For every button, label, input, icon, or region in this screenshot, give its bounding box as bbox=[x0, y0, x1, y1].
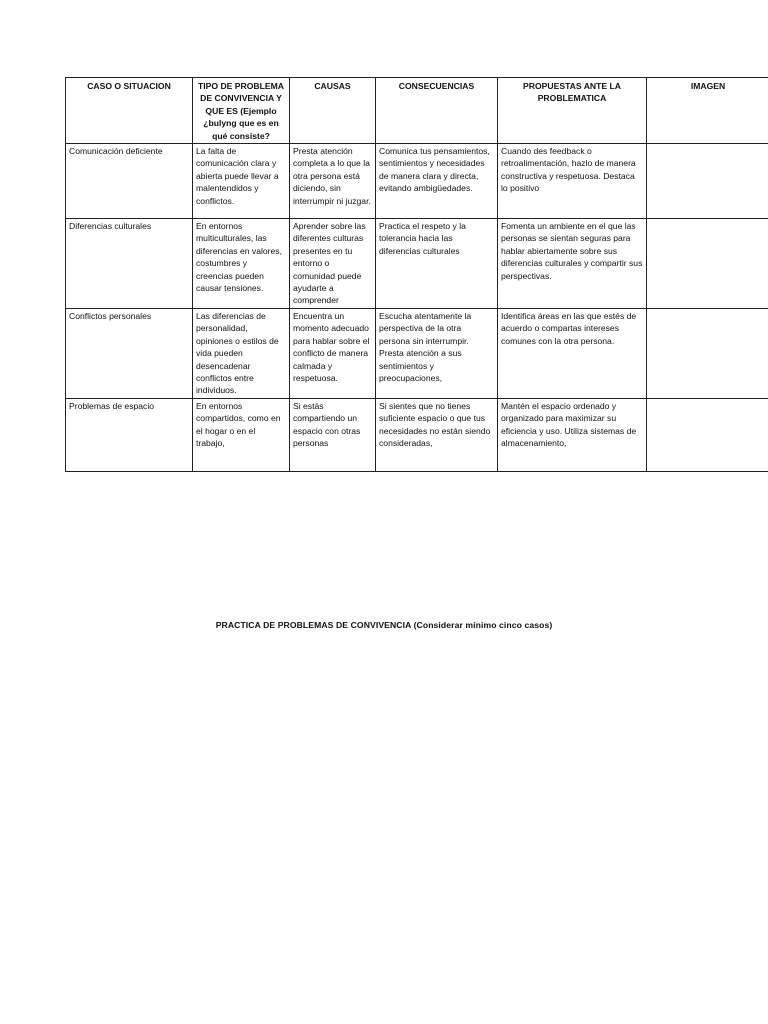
cell-propuestas: Mantén el espacio ordenado y organizado para maximizar su eficiencia y uso. Utiliza sistemas de almacenamiento, bbox=[498, 398, 647, 471]
table-row bbox=[66, 144, 768, 219]
table-row bbox=[66, 398, 768, 471]
cell-propuestas: Identifica áreas en las que estés de acuerdo o compartas intereses comunes con la otra persona. bbox=[498, 308, 647, 398]
header-propuestas: PROPUESTAS ANTE LA PROBLEMATICA bbox=[498, 78, 647, 144]
cell-caso: Conflictos personales bbox=[66, 308, 193, 398]
header-tipo: TIPO DE PROBLEMA DE CONVIVENCIA Y QUE ES (Ejemplo ¿bulyng que es en qué consiste? bbox=[193, 78, 290, 144]
convivencia-table bbox=[65, 77, 768, 472]
cell-tipo: La falta de comunicación clara y abierta puede llevar a malentendidos y conflictos. bbox=[193, 144, 290, 219]
document-title: PRACTICA DE PROBLEMAS DE CONVIVENCIA (Considerar mínimo cinco casos) bbox=[215, 620, 553, 630]
cell-causas: Presta atención completa a lo que la otra persona está diciendo, sin interrumpir ni juzgar. bbox=[290, 144, 376, 219]
cell-propuestas: Cuando des feedback o retroalimentación, hazlo de manera constructiva y respetuosa. Destaca lo positivo bbox=[498, 144, 647, 219]
table-header bbox=[66, 78, 768, 144]
cell-imagen bbox=[647, 219, 768, 309]
table-body bbox=[66, 144, 768, 472]
table-row bbox=[66, 308, 768, 398]
cell-caso: Diferencias culturales bbox=[66, 219, 193, 309]
cell-tipo: En entornos multiculturales, las diferencias en valores, costumbres y creencias pueden causar tensiones. bbox=[193, 219, 290, 309]
cell-propuestas: Fomenta un ambiente en el que las personas se sientan seguras para hablar abiertamente sobre sus diferencias culturales y compartir sus perspectivas. bbox=[498, 219, 647, 309]
cell-imagen bbox=[647, 144, 768, 219]
cell-consecuencias: Escucha atentamente la perspectiva de la otra persona sin interrumpir. Presta atención a sus sentimientos y preocupaciones, bbox=[376, 308, 498, 398]
table-row bbox=[66, 219, 768, 309]
cell-consecuencias: Si sientes que no tienes suficiente espacio o que tus necesidades no están siendo consideradas, bbox=[376, 398, 498, 471]
cell-imagen bbox=[647, 308, 768, 398]
cell-causas: Aprender sobre las diferentes culturas presentes en tu entorno o comunidad puede ayudarte a comprender bbox=[290, 219, 376, 309]
header-caso: CASO O SITUACION bbox=[66, 78, 193, 144]
cell-consecuencias: Comunica tus pensamientos, sentimientos y necesidades de manera clara y directa, evitando ambigüedades. bbox=[376, 144, 498, 219]
cell-caso: Problemas de espacio bbox=[66, 398, 193, 471]
cell-tipo: En entornos compartidos, como en el hogar o en el trabajo, bbox=[193, 398, 290, 471]
header-row bbox=[66, 78, 768, 144]
cell-consecuencias: Practica el respeto y la tolerancia hacia las diferencias culturales bbox=[376, 219, 498, 309]
header-causas: CAUSAS bbox=[290, 78, 376, 144]
cell-causas: Encuentra un momento adecuado para hablar sobre el conflicto de manera calmada y respetuosa. bbox=[290, 308, 376, 398]
header-consecuencias: CONSECUENCIAS bbox=[376, 78, 498, 144]
cell-causas: Si estás compartiendo un espacio con otras personas bbox=[290, 398, 376, 471]
cell-tipo: Las diferencias de personalidad, opiniones o estilos de vida pueden desencadenar conflictos entre individuos. bbox=[193, 308, 290, 398]
cell-imagen bbox=[647, 398, 768, 471]
header-imagen: IMAGEN bbox=[647, 78, 768, 144]
cell-caso: Comunicación deficiente bbox=[66, 144, 193, 219]
